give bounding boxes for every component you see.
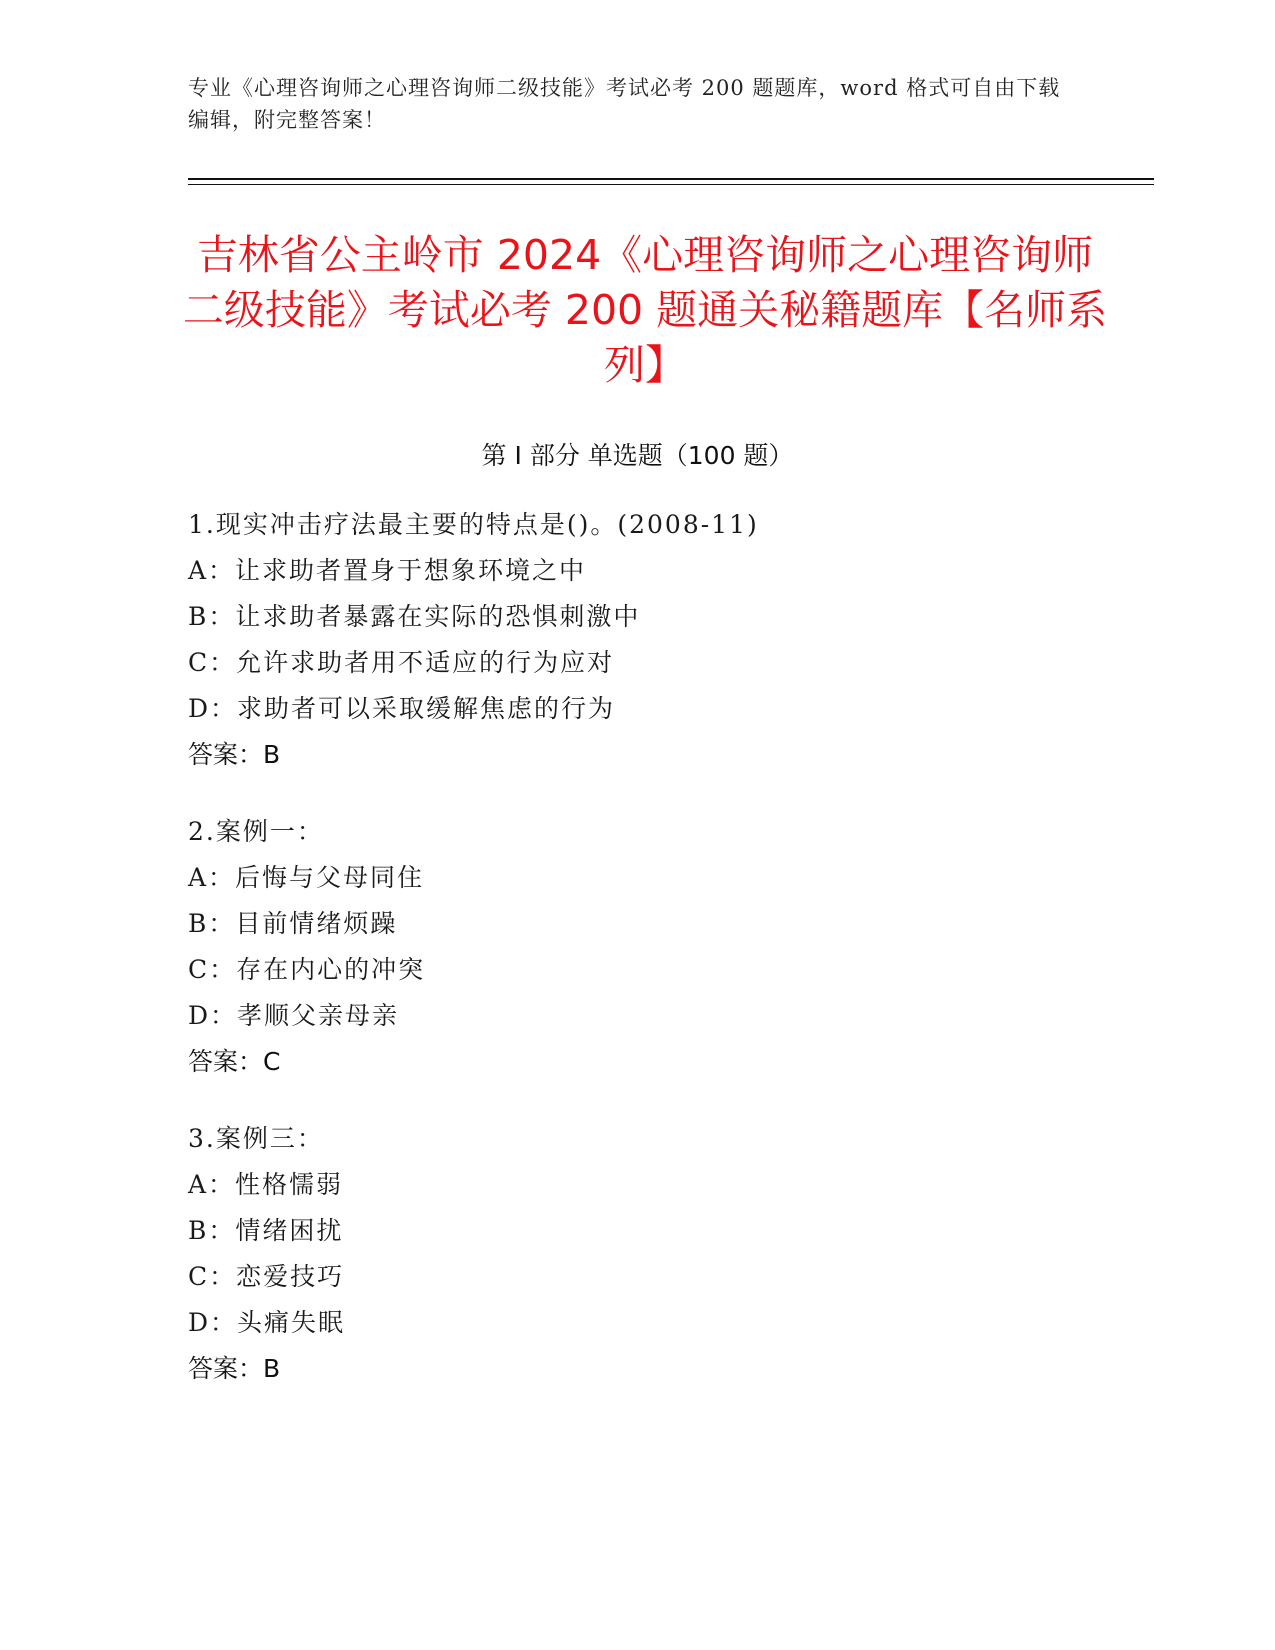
- header-note: 专业《心理咨询师之心理咨询师二级技能》考试必考 200 题题库，word 格式可自由下载编辑，附完整答案！: [188, 76, 1061, 132]
- question-stem: 1.现实冲击疗法最主要的特点是()。(2008-11): [188, 510, 759, 539]
- option-c: C：恋爱技巧: [188, 1262, 345, 1291]
- question-block: [188, 809, 1088, 1085]
- option-b: B：让求助者暴露在实际的恐惧刺激中: [188, 602, 641, 631]
- option-d: D：头痛失眠: [188, 1308, 346, 1337]
- option-a: A：让求助者置身于想象环境之中: [188, 556, 587, 585]
- section-heading: 第 I 部分 单选题（100 题）: [481, 441, 794, 470]
- option-d: D：求助者可以采取缓解焦虑的行为: [188, 694, 616, 723]
- divider-thin: [188, 184, 1154, 185]
- option-b: B：目前情绪烦躁: [188, 909, 398, 938]
- question-stem: 2.案例一：: [188, 817, 324, 846]
- option-a: A：后悔与父母同住: [188, 863, 425, 892]
- option-a: A：性格懦弱: [188, 1170, 344, 1199]
- question-block: [188, 502, 1088, 778]
- answer-line: 答案：C: [188, 1047, 281, 1076]
- option-d: D：孝顺父亲母亲: [188, 1001, 400, 1030]
- option-c: C：存在内心的冲突: [188, 955, 426, 984]
- document-title: 吉林省公主岭市 2024《心理咨询师之心理咨询师二级技能》考试必考 200 题通关秘籍题库【名师系列】: [182, 231, 1108, 389]
- option-c: C：允许求助者用不适应的行为应对: [188, 648, 615, 677]
- question-stem: 3.案例三：: [188, 1124, 324, 1153]
- question-block: [188, 1116, 1088, 1392]
- option-b: B：情绪困扰: [188, 1216, 344, 1245]
- answer-line: 答案：B: [188, 740, 281, 769]
- answer-line: 答案：B: [188, 1354, 281, 1383]
- divider-thick: [188, 178, 1154, 180]
